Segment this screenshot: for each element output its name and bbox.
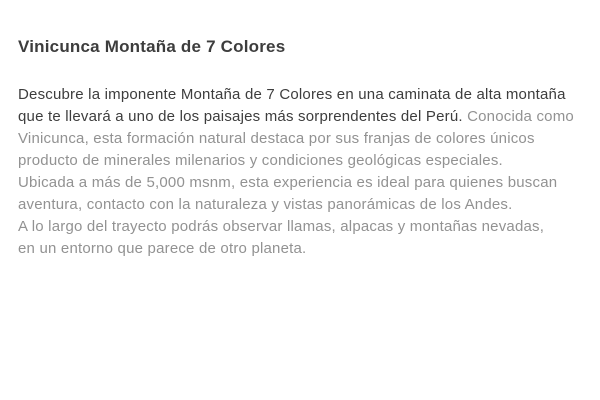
text-segment: en un entorno que parece de otro planeta. (18, 240, 307, 257)
paragraph (18, 84, 582, 260)
paragraph-line (18, 172, 582, 194)
paragraph-line (18, 216, 582, 238)
paragraph-line (18, 84, 582, 106)
paragraph-line (18, 106, 582, 128)
text-segment: A lo largo del trayecto podrás observar llamas, alpacas y montañas nevadas, (18, 218, 545, 235)
text-segment: Ubicada a más de 5,000 msnm, esta experiencia es ideal para quienes buscan (18, 174, 558, 191)
text-segment: producto de minerales milenarios y condiciones geológicas especiales. (18, 152, 503, 169)
text-segment: que te llevará a uno de los paisajes más sorprendentes del Perú. (18, 108, 463, 125)
text-segment: Vinicunca, esta formación natural destaca por sus franjas de colores únicos (18, 130, 535, 147)
text-segment: Conocida como (462, 108, 574, 125)
paragraph-line (18, 238, 582, 260)
text-segment: Descubre la imponente Montaña de 7 Colores en una caminata de alta montaña (18, 86, 566, 103)
paragraph-line (18, 128, 582, 150)
page-title: Vinicunca Montaña de 7 Colores (18, 37, 286, 56)
text-segment: aventura, contacto con la naturaleza y vistas panorámicas de los Andes. (18, 196, 513, 213)
paragraph-line (18, 150, 582, 172)
paragraph-line (18, 194, 582, 216)
